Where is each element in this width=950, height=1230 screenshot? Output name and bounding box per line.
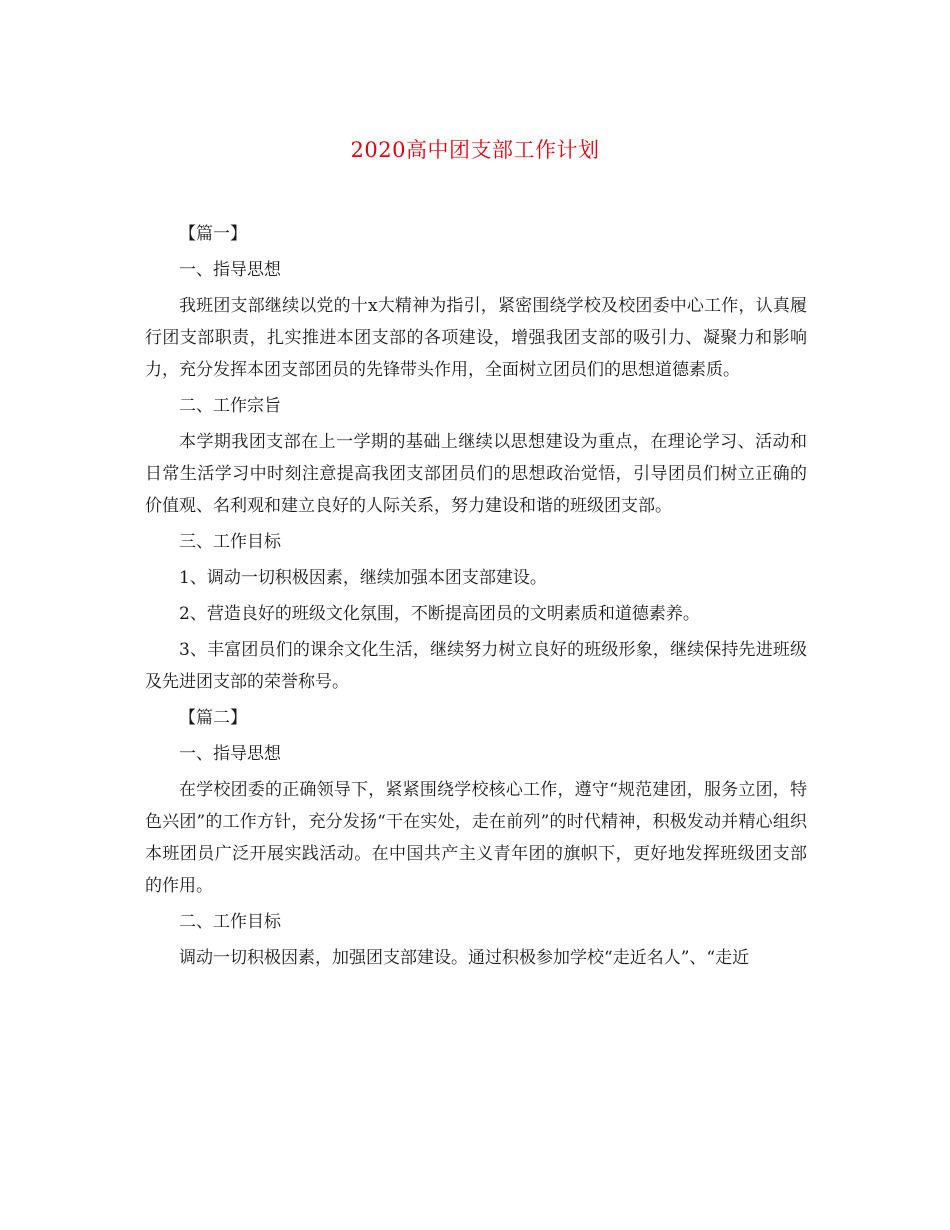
document-title: 2020高中团支部工作计划: [350, 138, 600, 162]
section-heading-work-goals-2: 二、工作目标: [179, 912, 281, 932]
document-body: [145, 218, 807, 978]
section-heading-guiding-ideology: 一、指导思想: [179, 260, 281, 280]
paragraph-goal-2: 2、营造良好的班级文化氛围，不断提高团员的文明素质和道德素养。: [179, 604, 700, 624]
section-label-part-1: 【篇一】: [179, 224, 247, 244]
section-heading-work-goals: 三、工作目标: [179, 532, 281, 552]
paragraph-guiding-ideology: 我班团支部继续以党的十x大精神为指引，紧密围绕学校及校团委中心工作，认真履行团支部职责，扎实推进本团支部的各项建设，增强我团支部的吸引力、凝聚力和影响力，充分发挥本团支部团员的先锋带头作用，全面树立团员们的思想道德素质。: [145, 296, 807, 380]
paragraph-goal-1: 1、调动一切积极因素，继续加强本团支部建设。: [179, 568, 547, 588]
paragraph-goal-3: 3、丰富团员们的课余文化生活，继续努力树立良好的班级形象，继续保持先进班级及先进团支部的荣誉称号。: [145, 640, 807, 692]
paragraph-work-purpose: 本学期我团支部在上一学期的基础上继续以思想建设为重点，在理论学习、活动和日常生活学习中时刻注意提高我团支部团员们的思想政治觉悟，引导团员们树立正确的价值观、名利观和建立良好的人际关系，努力建设和谐的班级团支部。: [145, 432, 807, 516]
paragraph-work-goals-2: 调动一切积极因素，加强团支部建设。通过积极参加学校“走近名人”、“走近: [179, 948, 750, 968]
section-label-part-2: 【篇二】: [179, 708, 247, 728]
section-heading-guiding-ideology-2: 一、指导思想: [179, 744, 281, 764]
paragraph-guiding-ideology-2: 在学校团委的正确领导下，紧紧围绕学校核心工作，遵守“规范建团，服务立团，特色兴团”的工作方针，充分发扬“干在实处，走在前列”的时代精神，积极发动并精心组织本班团员广泛开展实践活动。在中国共产主义青年团的旗帜下，更好地发挥班级团支部的作用。: [145, 780, 807, 896]
section-heading-work-purpose: 二、工作宗旨: [179, 396, 281, 416]
